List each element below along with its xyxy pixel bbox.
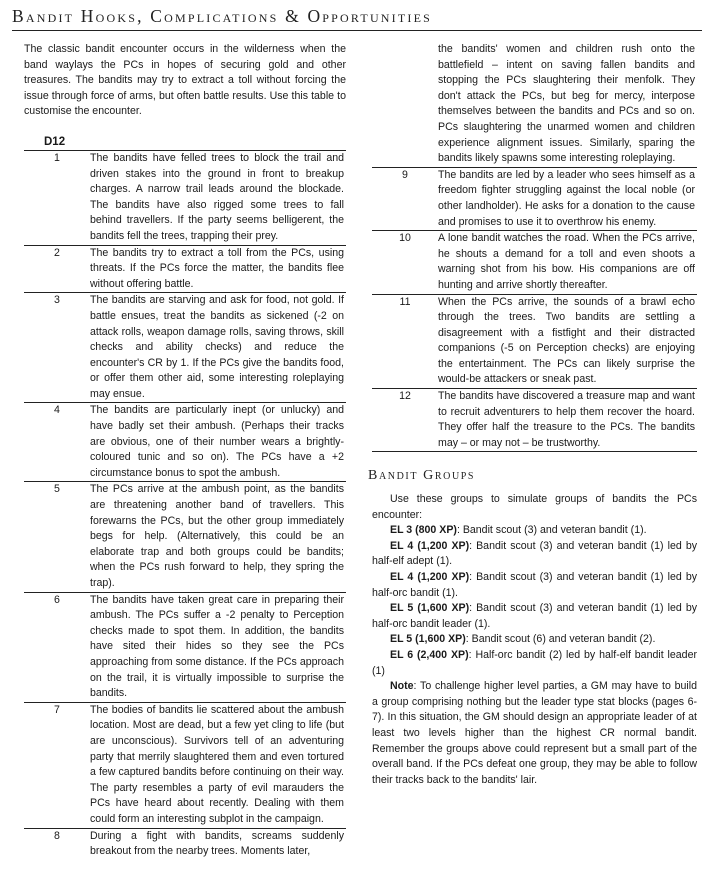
group-level: EL 5 (1,600 XP) — [390, 602, 470, 615]
row-text: The bodies of bandits lie scattered about the ambush location. Most are dead, but a few yet cling to life (but are unconscious). Survivors tell of an adventuring party that merrily slaughtered them and even tortured a few captured bandits before continuing on their way. The party resembles a party of evil marauders the PCs have heard about recently. Dealing with them could form an interesting subplot in the campaign. — [90, 703, 344, 825]
left-column — [24, 42, 346, 860]
table-row — [24, 593, 346, 703]
table-row — [372, 295, 697, 390]
table-header: D12 — [24, 134, 346, 151]
row-number: 4 — [54, 404, 60, 417]
row-text: The bandits are particularly inept (or unlucky) and have badly set their ambush. (Perhaps their tracks are obvious, one of their number wears a brightly-coloured tunic and so on). The PCs have a +2 circumstance bonus to spot the ambush. — [90, 404, 344, 479]
row-text: The bandits try to extract a toll from the PCs, using threats. If the PCs force the matter, the bandits flee without offering battle. — [90, 246, 344, 290]
row-text: When the PCs arrive, the sounds of a brawl echo through the trees. Two bandits are settling a disagreement with a fistfight and their distracted companions (-5 on Perception checks) are enjoying the entertainment. The PCs can likely surprise the would-be attackers or sneak past. — [438, 295, 695, 386]
row-text: The bandits have felled trees to block the trail and driven stakes into the ground in front to breakup charges. A narrow trail leads around the blockade. The bandits have also rigged some trees to fall behind travellers. If the party seems belligerent, the bandits fell the trees, trapping their prey. — [90, 151, 344, 242]
note-text: : To challenge higher level parties, a GM may have to build a group comprising nothing but the leader type stat blocks (pages 6-7). In this situation, the GM should design an appropriate leader of at least two levels higher than the highest CR normal bandit. Remember the groups above could represent but a small part of the overall band. If the PCs defeat one group, they may be able to follow their tracks back to the bandits' lair. — [372, 680, 697, 786]
group-entry — [372, 648, 697, 679]
row-text: The bandits have taken great care in preparing their ambush. The PCs suffer a -2 penalty to Perception checks made to spot them. In addition, the bandits have sited their hides so they see the PCs approaching from some distance. If the PCs approach on the trail, it is virtually impossible to surprise the bandits. — [90, 593, 344, 700]
table-row — [24, 293, 346, 403]
table-row-continued — [372, 42, 697, 168]
note-label: Note — [390, 680, 414, 693]
section-title: Bandit Groups — [368, 468, 476, 484]
group-level: EL 4 (1,200 XP) — [390, 539, 470, 552]
group-entry — [372, 539, 697, 570]
row-text: The bandits are led by a leader who sees himself as a freedom fighter struggling against the local noble (or other landholder). He asks for a donation to the cause and promises to use it to overthrow his enemy. — [438, 168, 695, 228]
table-row — [24, 703, 346, 829]
row-text: During a fight with bandits, screams suddenly breakout from the nearby trees. Moments later, — [90, 829, 344, 858]
row-number: 6 — [54, 593, 60, 606]
row-text: the bandits' women and children rush onto the battlefield – intent on saving fallen bandits and stopping the PCs slaughtering their menfolk. They don't attack the PCs, but beg for mercy, interpose themselves between the bandits and PCs and so on. PCs slaughtering the unarmed women and children experience alignment issues. Similarly, sparing the bandits likely spawns some interesting roleplaying. — [438, 43, 695, 165]
group-entry — [372, 632, 697, 648]
group-text: : Bandit scout (3) and veteran bandit (1) led by half-orc bandit leader (1). — [372, 602, 698, 630]
group-level: EL 4 (1,200 XP) — [390, 571, 470, 583]
group-level: EL 3 (800 XP) — [390, 524, 457, 537]
table-row — [24, 829, 346, 860]
table-row — [24, 151, 346, 246]
row-number: 3 — [54, 294, 60, 307]
row-text: The bandits are starving and ask for food, not gold. If battle ensues, treat the bandits as sickened (-2 on attack rolls, weapon damage rolls, saving throws, skill checks and ability checks) and reduce the encounter's CR by 1. If the PCs give the bandits food, or offer them other aid, some interesting roleplaying may ensue. — [90, 294, 344, 400]
row-text: The PCs arrive at the ambush point, as the bandits are threatening another band of travellers. This forewarns the PCs, but the other group immediately begs for help. (Alternatively, this could be an elaborate trap and both groups could be bandits; when the PCs rush forward to help, they spring the trap). — [90, 483, 344, 589]
right-column — [368, 42, 698, 788]
group-text: : Bandit scout (6) and veteran bandit (2). — [465, 633, 656, 646]
table-row — [24, 482, 346, 592]
row-number-blank — [372, 42, 438, 167]
group-text: : Bandit scout (3) and veteran bandit (1) led by half-orc bandit (1). — [372, 571, 698, 599]
row-number: 11 — [399, 295, 411, 308]
row-number: 2 — [54, 246, 60, 259]
group-entry — [372, 570, 697, 601]
note-paragraph — [372, 679, 697, 788]
row-number: 10 — [399, 232, 411, 245]
row-number: 8 — [54, 829, 60, 842]
row-number: 9 — [402, 168, 408, 181]
group-text: : Bandit scout (3) and veteran bandit (1) led by half-elf adept (1). — [372, 539, 698, 568]
row-text: The bandits have discovered a treasure map and want to recruit adventurers to help them recover the hoard. They offer half the treasure to the PCs. The bandits may – or may not – be trustworthy. — [438, 390, 695, 449]
table-row — [372, 168, 697, 231]
group-entry — [372, 601, 697, 632]
groups-intro: Use these groups to simulate groups of bandits the PCs encounter: — [372, 493, 697, 521]
group-level: EL 6 (2,400 XP) — [390, 648, 469, 661]
group-entry — [372, 523, 697, 539]
row-number: 12 — [399, 390, 411, 403]
group-text: : Half-orc bandit (2) led by half-elf bandit leader (1) — [372, 648, 697, 677]
group-level: EL 5 (1,600 XP) — [390, 633, 466, 646]
row-text: A lone bandit watches the road. When the PCs arrive, he shouts a demand for a toll and even shoots a warning shot from his bow. His companions are off hunting and arrive shortly thereafter. — [438, 232, 695, 291]
group-text: : Bandit scout (3) and veteran bandit (1). — [456, 524, 647, 537]
row-number: 7 — [54, 703, 60, 716]
intro-paragraph: The classic bandit encounter occurs in the wilderness when the band waylays the PCs in hopes of securing gold and other treasures. The bandits may try to extract a toll without forcing the issue through force of arms, but often battle results. Use this table to customise the encounter. — [24, 43, 346, 118]
row-number: 5 — [54, 483, 60, 496]
page-title: Bandit Hooks, Complications & Opportunities — [12, 6, 702, 31]
table-row — [24, 246, 346, 294]
table-row — [372, 389, 697, 452]
table-row — [372, 231, 697, 294]
row-number: 1 — [54, 151, 60, 164]
table-row — [24, 403, 346, 482]
